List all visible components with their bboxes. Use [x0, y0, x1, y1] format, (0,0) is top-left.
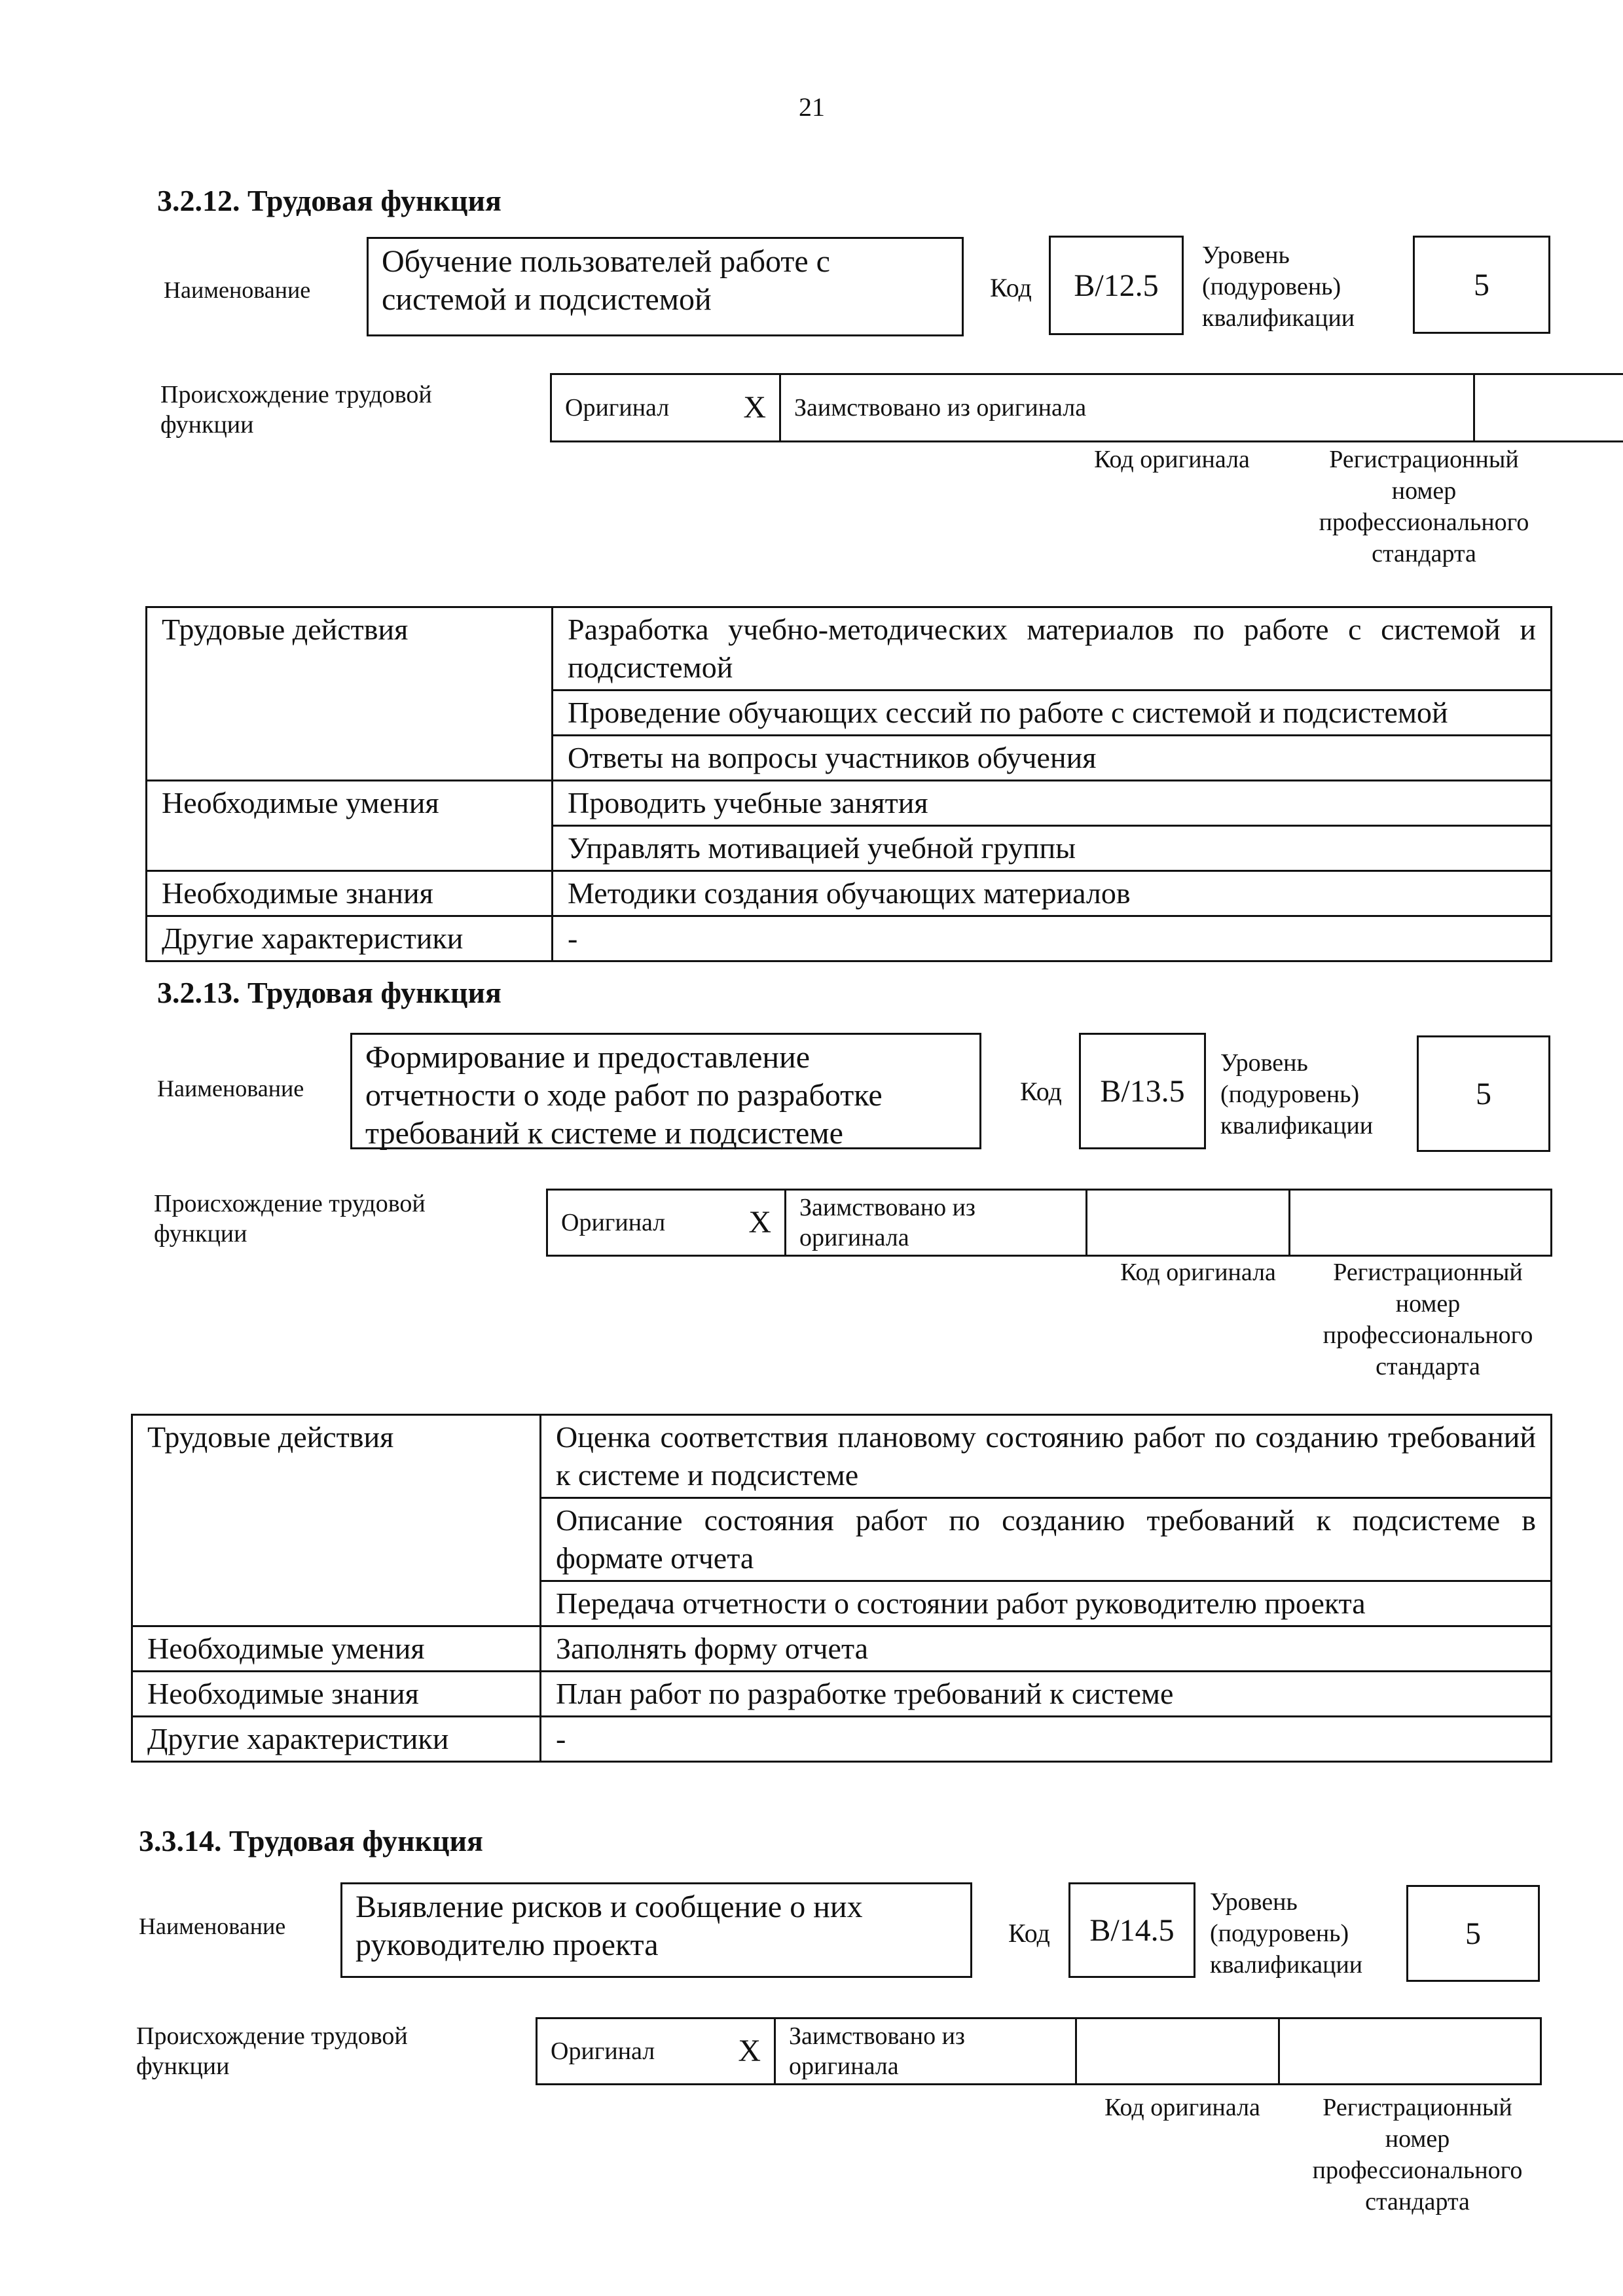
category-required-knowledge: Необходимые знания [147, 871, 553, 916]
detail-cell: План работ по разработке требований к системе [541, 1672, 1552, 1717]
origin-original-cell [547, 1190, 786, 1256]
category-required-knowledge: Необходимые знания [132, 1672, 541, 1717]
detail-cell: Заполнять форму отчета [541, 1626, 1552, 1672]
detail-cell: - [553, 916, 1552, 961]
details-table [131, 1414, 1552, 1763]
code-box: B/14.5 [1068, 1882, 1195, 1978]
table-row [147, 607, 1552, 691]
caption-registration-number: Регистрационный номер профессионального стандарта [1319, 446, 1529, 567]
code-label: Код [990, 273, 1032, 302]
category-labor-actions: Трудовые действия [147, 607, 553, 781]
level-box: 5 [1406, 1885, 1540, 1982]
origin-mark: X [743, 390, 766, 425]
category-required-skills: Необходимые умения [132, 1626, 541, 1672]
detail-cell: Ответы на вопросы участников обучения [553, 736, 1552, 781]
code-label: Код [1008, 1918, 1050, 1948]
category-labor-actions: Трудовые действия [132, 1415, 541, 1626]
level-label: Уровень (подуровень) квалификации [1220, 1049, 1374, 1139]
origin-borrowed-cell: Заимствовано из оригинала [786, 1190, 1087, 1256]
origin-table [536, 2017, 1542, 2085]
origin-original-cell [551, 374, 780, 442]
registration-number-cell [1290, 1190, 1552, 1256]
detail-cell: Передача отчетности о состоянии работ руководителю проекта [541, 1581, 1552, 1626]
table-row [132, 1717, 1552, 1762]
origin-mark: X [738, 2034, 761, 2068]
function-name-box: Формирование и предоставление отчетности о ходе работ по разработке требований к системе и подсистеме [350, 1033, 981, 1149]
function-name-box: Обучение пользователей работе с системой и подсистемой [367, 237, 964, 336]
page-number: 21 [799, 92, 825, 122]
origin-original-cell [537, 2018, 775, 2085]
detail-cell: Методики создания обучающих материалов [553, 871, 1552, 916]
detail-cell: Проведение обучающих сессий по работе с системой и подсистемой [553, 691, 1552, 736]
function-name-box: Выявление рисков и сообщение о них руководителю проекта [340, 1882, 972, 1978]
caption-registration-number: Регистрационный номер профессионального стандарта [1322, 1259, 1533, 1380]
details-table [145, 606, 1552, 962]
origin-borrowed-cell: Заимствовано из оригинала [780, 374, 1474, 442]
origin-borrowed-cell: Заимствовано из оригинала [775, 2018, 1076, 2085]
registration-number-cell [1279, 2018, 1541, 2085]
origin-original-text: Оригинал [565, 394, 670, 422]
category-required-skills: Необходимые умения [147, 781, 553, 871]
detail-cell: Оценка соответствия плановому состоянию работ по созданию требований к системе и подсистеме [541, 1415, 1552, 1498]
caption-original-code: Код оригинала [1104, 2094, 1260, 2121]
level-box: 5 [1417, 1035, 1550, 1152]
detail-cell: Описание состояния работ по созданию требований к подсистеме в формате отчета [541, 1498, 1552, 1581]
code-box: B/13.5 [1079, 1033, 1206, 1149]
origin-table [550, 373, 1623, 442]
origin-label: Происхождение трудовой функции [136, 2022, 408, 2080]
section-heading: 3.2.13. Трудовая функция [157, 976, 501, 1009]
category-other-characteristics: Другие характеристики [132, 1717, 541, 1762]
detail-cell: Проводить учебные занятия [553, 781, 1552, 826]
caption-registration-number: Регистрационный номер профессионального стандарта [1312, 2094, 1523, 2215]
level-box: 5 [1413, 236, 1550, 334]
detail-cell: - [541, 1717, 1552, 1762]
code-label: Код [1020, 1077, 1062, 1106]
detail-cell: Управлять мотивацией учебной группы [553, 826, 1552, 871]
original-code-cell [1474, 374, 1623, 442]
table-row [132, 1626, 1552, 1672]
origin-original-text: Оригинал [561, 1209, 666, 1236]
name-label: Наименование [164, 277, 311, 303]
original-code-cell [1087, 1190, 1290, 1256]
level-label: Уровень (подуровень) квалификации [1210, 1888, 1363, 1979]
section-heading: 3.2.12. Трудовая функция [157, 184, 501, 217]
origin-label: Происхождение трудовой функции [154, 1190, 426, 1247]
original-code-cell [1076, 2018, 1279, 2085]
caption-original-code: Код оригинала [1094, 446, 1250, 473]
section-heading: 3.3.14. Трудовая функция [139, 1824, 483, 1857]
origin-original-text: Оригинал [551, 2037, 655, 2065]
name-label: Наименование [157, 1075, 304, 1102]
code-box: B/12.5 [1049, 236, 1184, 335]
caption-original-code: Код оригинала [1120, 1259, 1276, 1286]
category-other-characteristics: Другие характеристики [147, 916, 553, 961]
origin-table [546, 1189, 1552, 1257]
origin-label: Происхождение трудовой функции [160, 381, 432, 439]
table-row [132, 1415, 1552, 1498]
level-label: Уровень (подуровень) квалификации [1202, 242, 1355, 332]
name-label: Наименование [139, 1913, 286, 1939]
table-row [147, 916, 1552, 961]
table-row [147, 781, 1552, 826]
table-row [147, 871, 1552, 916]
origin-mark: X [748, 1205, 771, 1240]
table-row [132, 1672, 1552, 1717]
detail-cell: Разработка учебно-методических материалов по работе с системой и подсистемой [553, 607, 1552, 691]
